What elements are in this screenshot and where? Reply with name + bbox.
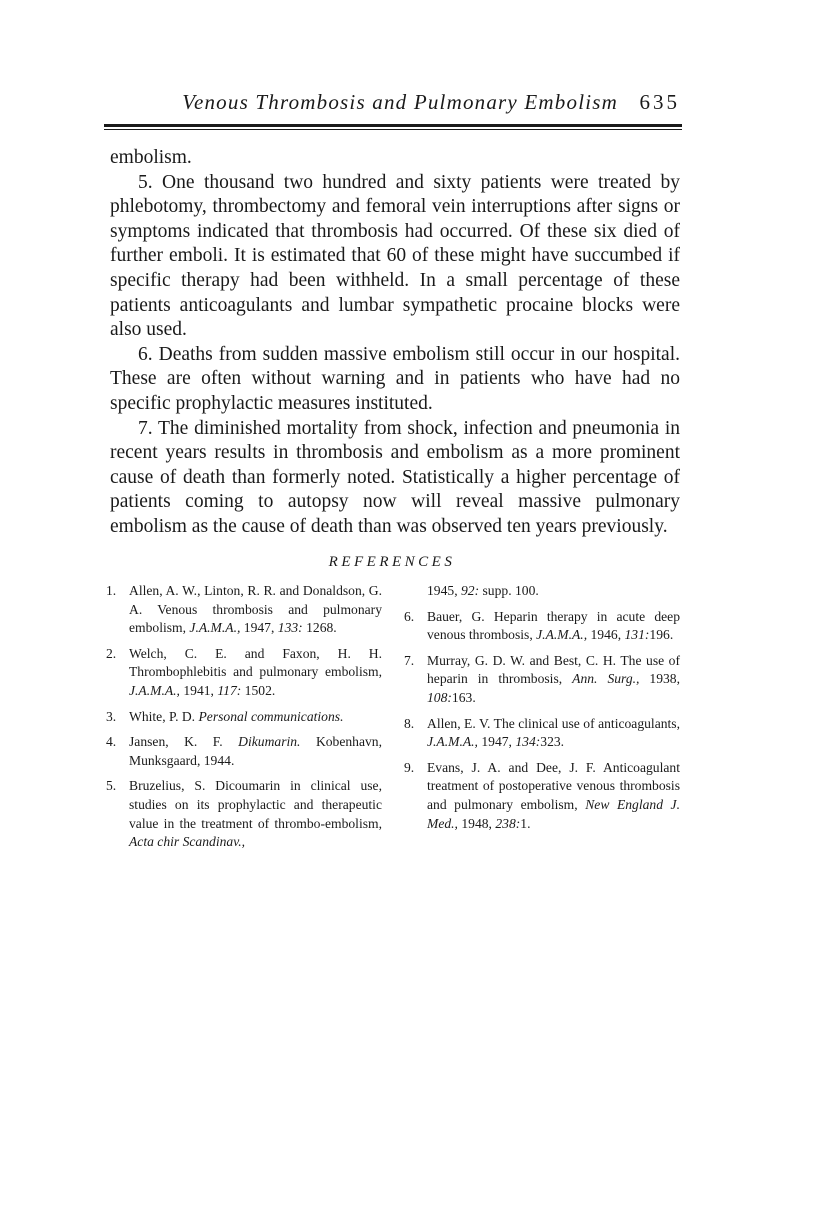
reference-5: 5. Bruzelius, S. Dicoumarin in clinical use, studies on its prophylactic and therapeutic value in the treatment of thrombo-embolism, Acta chir Scandinav., bbox=[106, 778, 382, 850]
body-text bbox=[110, 146, 680, 540]
header-rule-thick bbox=[104, 124, 682, 127]
header-rule-thin bbox=[104, 129, 682, 130]
reference-2: 2. Welch, C. E. and Faxon, H. H. Thrombophlebitis and pulmonary embolism, J.A.M.A., 1941, 117: 1502. bbox=[106, 645, 382, 698]
references-column-left bbox=[106, 582, 382, 859]
references-column-right bbox=[404, 582, 680, 840]
reference-7: 7. Murray, G. D. W. and Best, C. H. The use of heparin in thrombosis, Ann. Surg., 1938, 108:163. bbox=[404, 652, 681, 705]
reference-1: 1. Allen, A. W., Linton, R. R. and Donaldson, G. A. Venous thrombosis and pulmonary embolism, J.A.M.A., 1947, 133: 1268. bbox=[106, 583, 382, 636]
paragraph-7: 7. The diminished mortality from shock, infection and pneumonia in recent years results in thrombosis and embolism as a more prominent cause of death than formerly noted. Statistically a higher percentage of patients coming to autopsy now will reveal massive pulmonary embolism as the cause of death than was observed ten years previously. bbox=[110, 417, 680, 537]
reference-5-continued: 1945, 92: supp. 100. bbox=[427, 583, 539, 598]
running-head bbox=[104, 90, 680, 118]
reference-8: 8. Allen, E. V. The clinical use of anticoagulants, J.A.M.A., 1947, 134:323. bbox=[404, 715, 680, 750]
paragraph-5: 5. One thousand two hundred and sixty patients were treated by phlebotomy, thrombectomy and femoral vein interruptions after signs or symptoms indicated that thrombosis had occurred. Of these six died of further emboli. It is estimated that 60 of these might have succumbed if specific therapy had been withheld. In a small percentage of these patients anticoagulants and lumbar sympathetic procaine blocks were also used. bbox=[110, 171, 680, 341]
reference-4: 4. Jansen, K. F. Dikumarin. Kobenhavn, Munksgaard, 1944. bbox=[106, 734, 383, 768]
paragraph-6: 6. Deaths from sudden massive embolism still occur in our hospital. These are often without warning and in patients who have had no specific prophylactic measures instituted. bbox=[110, 343, 680, 414]
references-heading: REFERENCES bbox=[328, 554, 456, 570]
reference-3: 3. White, P. D. Personal communications. bbox=[106, 708, 344, 724]
paragraph-continued: embolism. bbox=[110, 147, 192, 168]
reference-9: 9. Evans, J. A. and Dee, J. F. Anticoagulant treatment of postoperative venous thrombosis and pulmonary embolism, New England J. Med., 1948, 238:1. bbox=[404, 759, 680, 831]
reference-6: 6. Bauer, G. Heparin therapy in acute deep venous thrombosis, J.A.M.A., 1946, 131:196. bbox=[404, 608, 680, 643]
page-number: 635 bbox=[639, 90, 680, 114]
running-title: Venous Thrombosis and Pulmonary Embolism bbox=[182, 90, 618, 114]
